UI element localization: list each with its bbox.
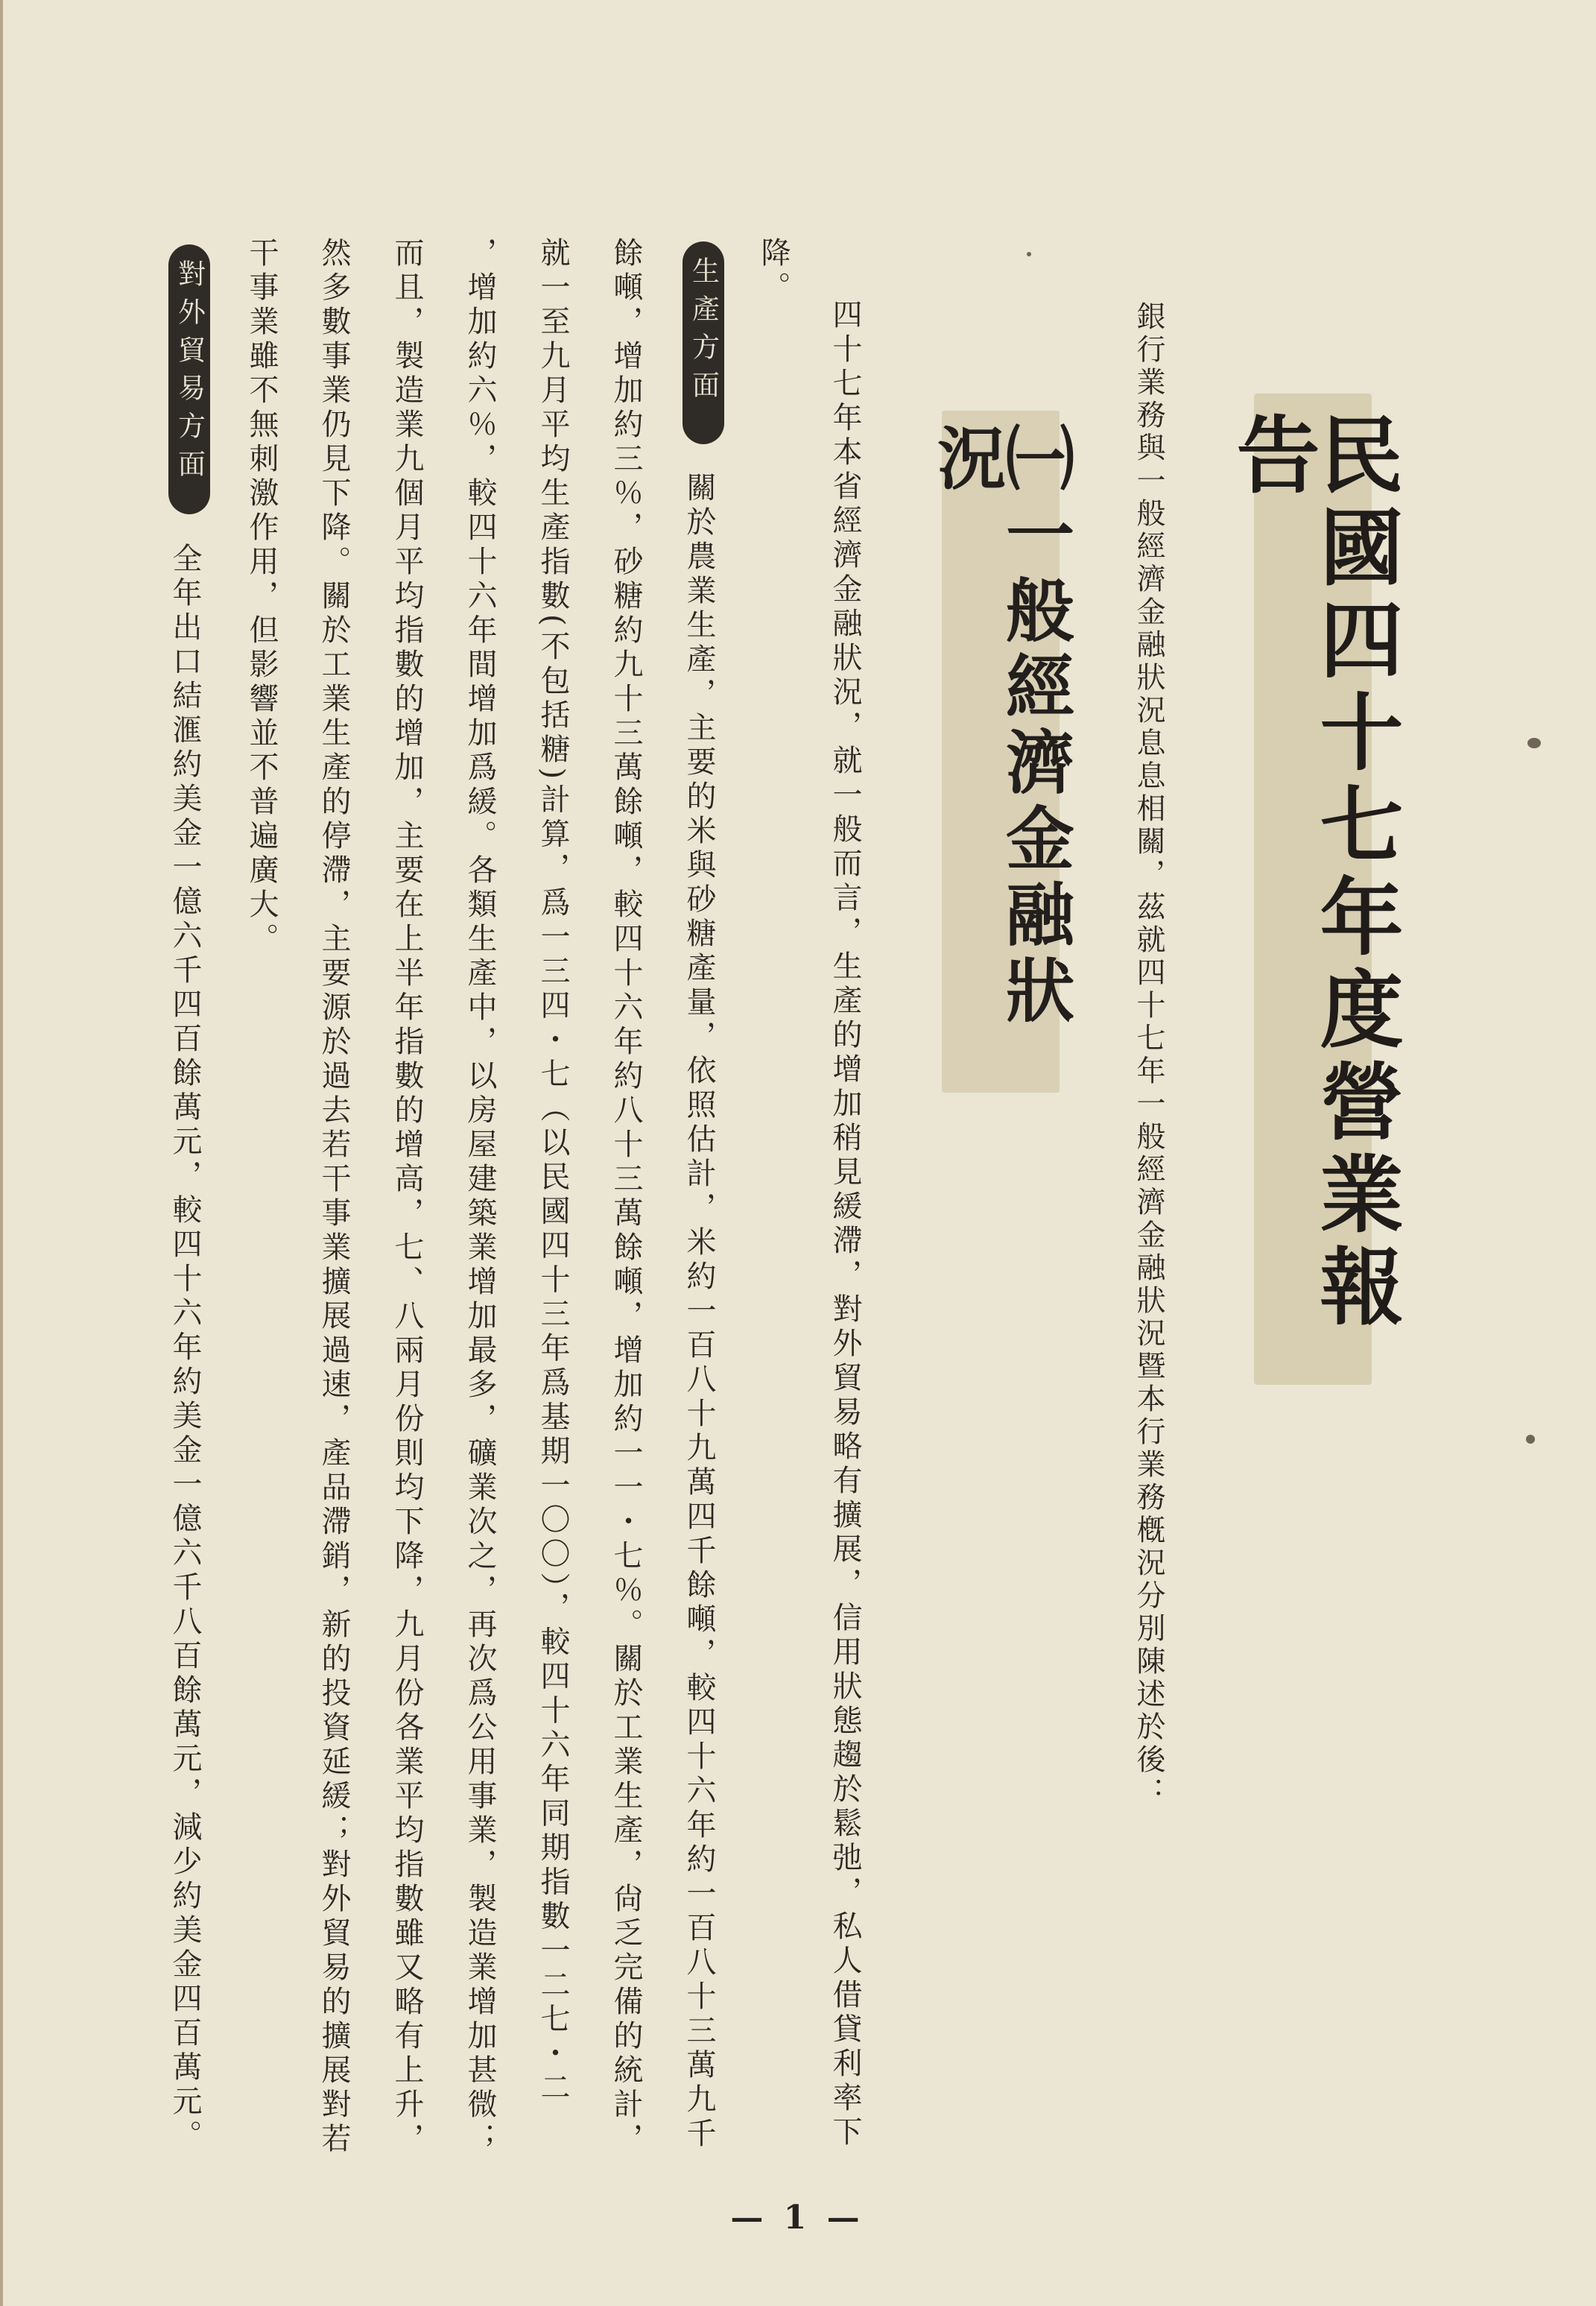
lead-paragraph-line: 降。	[756, 237, 791, 306]
trade-tag	[168, 244, 210, 514]
production-line: 然多數事業仍見下降。關於工業生產的停滯，主要源於過去若干事業擴展過速，產品滯銷，新的投資延緩；對外貿易的擴展對若	[317, 237, 351, 2157]
production-tag-label: 生產方面	[687, 256, 720, 408]
trade-tag-label: 對外貿易方面	[173, 259, 206, 487]
production-line: 餘噸，增加約三％，砂糖約九十三萬餘噸，較四十六年約八十三萬餘噸，增加約一一・七％。關於工業生產，尙乏完備的統計，	[609, 237, 643, 2157]
production-line: 干事業雖不無刺激作用，但影響並不普遍廣大。	[244, 237, 279, 957]
section-heading: ㈠一般經濟金融狀況	[926, 423, 1075, 1031]
page-edge	[0, 0, 3, 2306]
paper-blemish	[1027, 252, 1031, 256]
trade-line: 全年出口結滙約美金一億六千四百餘萬元，較四十六年約美金一億六千八百餘萬元，減少約美金四百萬元。	[168, 543, 202, 2154]
production-tag	[683, 241, 724, 444]
paper-blemish	[1527, 738, 1541, 748]
production-line: 就一至九月平均生產指數(不包括糖)計算，爲一三四・七（以民國四十三年爲基期一〇〇），較四十六年同期指數一二七・二	[536, 237, 570, 2106]
page-title: 民國四十七年度營業報告	[1223, 411, 1404, 1336]
intro-paragraph: 銀行業務與一般經濟金融狀況息息相關，茲就四十七年一般經濟金融狀況暨本行業務槪況分別陳述於後：	[1132, 301, 1165, 1810]
paper-blemish	[1526, 1435, 1535, 1444]
section-heading-banner	[926, 411, 1075, 1093]
title-banner	[1223, 394, 1404, 1385]
production-line: 而且，製造業九個月平均指數的增加，主要在上半年指數的增高，七、八兩月份則均下降，九月份各業平均指數雖又略有上升，	[390, 237, 424, 2157]
lead-paragraph-line: 四十七年本省經濟金融狀況，就一般而言，生產的增加稍見緩滯，對外貿易略有擴展，信用狀態趨於鬆弛，私人借貸利率下	[828, 299, 862, 2150]
production-line: ，增加約六％，較四十六年間增加爲緩。各類生產中，以房屋建築業增加最多，礦業次之，再次爲公用事業，製造業增加甚微；	[463, 237, 497, 2157]
page-number: — 1 —	[730, 2199, 864, 2237]
production-line: 關於農業生產，主要的米與砂糖產量，依照估計，米約一百八十九萬四千餘噸，較四十六年約一百八十三萬九千	[682, 472, 716, 2152]
